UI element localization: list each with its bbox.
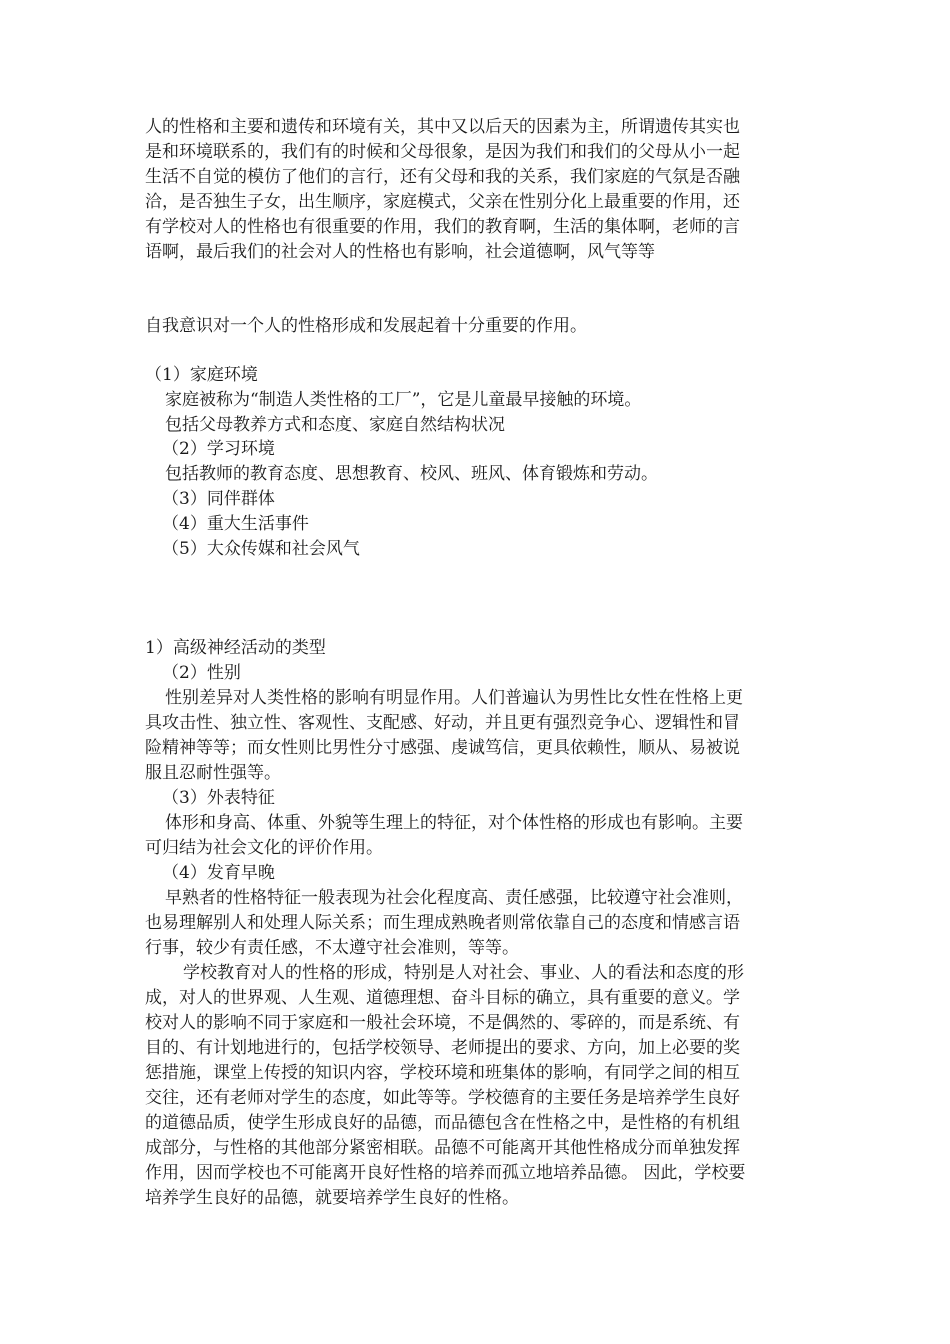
text-line: 交往，还有老师对学生的态度，如此等等。学校德育的主要任务是培养学生良好 — [145, 1088, 740, 1108]
text-line: 服且忍耐性强等。 — [145, 763, 281, 783]
text-line: 包括父母教养方式和态度、家庭自然结构状况 — [165, 415, 505, 435]
list-heading: （2）学习环境 — [162, 439, 275, 459]
list-heading: （5）大众传媒和社会风气 — [162, 539, 360, 559]
text-line: 学校教育对人的性格的形成，特别是人对社会、事业、人的看法和态度的形 — [183, 963, 744, 983]
text-line: 成，对人的世界观、人生观、道德理想、奋斗目标的确立，具有重要的意义。学 — [145, 988, 740, 1008]
list-heading: 1）高级神经活动的类型 — [145, 638, 326, 658]
list-heading: （4）发育早晚 — [162, 863, 275, 883]
text-line: 的道德品质，使学生形成良好的品德，而品德包含在性格之中，是性格的有机组 — [145, 1113, 740, 1133]
text-line: 自我意识对一个人的性格形成和发展起着十分重要的作用。 — [145, 316, 587, 336]
text-line: 是和环境联系的，我们有的时候和父母很象，是因为我们和我们的父母从小一起 — [145, 142, 740, 162]
text-line: 校对人的影响不同于家庭和一般社会环境，不是偶然的、零碎的，而是系统、有 — [145, 1013, 740, 1033]
text-line: 可归结为社会文化的评价作用。 — [145, 838, 383, 858]
text-line: 语啊，最后我们的社会对人的性格也有影响，社会道德啊，风气等等 — [145, 242, 655, 262]
text-line: 洽，是否独生子女，出生顺序，家庭模式，父亲在性别分化上最重要的作用，还 — [145, 192, 740, 212]
text-line: 也易理解别人和处理人际关系；而生理成熟晚者则常依靠自己的态度和情感言语 — [145, 913, 740, 933]
text-line: 家庭被称为“制造人类性格的工厂”，它是儿童最早接触的环境。 — [165, 390, 642, 410]
text-line: 险精神等等；而女性则比男性分寸感强、虔诚笃信，更具依赖性，顺从、易被说 — [145, 738, 740, 758]
text-line: 人的性格和主要和遗传和环境有关，其中又以后天的因素为主，所谓遗传其实也 — [145, 117, 740, 137]
text-line: 具攻击性、独立性、客观性、支配感、好动，并且更有强烈竞争心、逻辑性和冒 — [145, 713, 740, 733]
text-line: 目的、有计划地进行的，包括学校领导、老师提出的要求、方向，加上必要的奖 — [145, 1038, 740, 1058]
text-line: 包括教师的教育态度、思想教育、校风、班风、体育锻炼和劳动。 — [165, 464, 658, 484]
list-heading: （2）性别 — [162, 663, 241, 683]
list-heading: （4）重大生活事件 — [162, 514, 309, 534]
text-line: 体形和身高、体重、外貌等生理上的特征，对个体性格的形成也有影响。主要 — [165, 813, 743, 833]
text-line: 生活不自觉的模仿了他们的言行，还有父母和我的关系，我们家庭的气氛是否融 — [145, 167, 740, 187]
text-line: 有学校对人的性格也有很重要的作用，我们的教育啊，生活的集体啊，老师的言 — [145, 217, 740, 237]
text-line: 性别差异对人类性格的影响有明显作用。人们普遍认为男性比女性在性格上更 — [165, 688, 743, 708]
text-line: 成部分，与性格的其他部分紧密相联。品德不可能离开其他性格成分而单独发挥 — [145, 1138, 740, 1158]
text-line: 培养学生良好的品德，就要培养学生良好的性格。 — [145, 1188, 519, 1208]
text-line: 作用，因而学校也不可能离开良好性格的培养而孤立地培养品德。 因此，学校要 — [145, 1163, 746, 1183]
text-line: 惩措施，课堂上传授的知识内容，学校环境和班集体的影响，有同学之间的相互 — [145, 1063, 740, 1083]
list-heading: （1）家庭环境 — [145, 365, 258, 385]
list-heading: （3）外表特征 — [162, 788, 275, 808]
text-line: 早熟者的性格特征一般表现为社会化程度高、责任感强，比较遵守社会准则， — [165, 888, 743, 908]
list-heading: （3）同伴群体 — [162, 489, 275, 509]
text-line: 行事，较少有责任感，不太遵守社会准则，等等。 — [145, 938, 519, 958]
